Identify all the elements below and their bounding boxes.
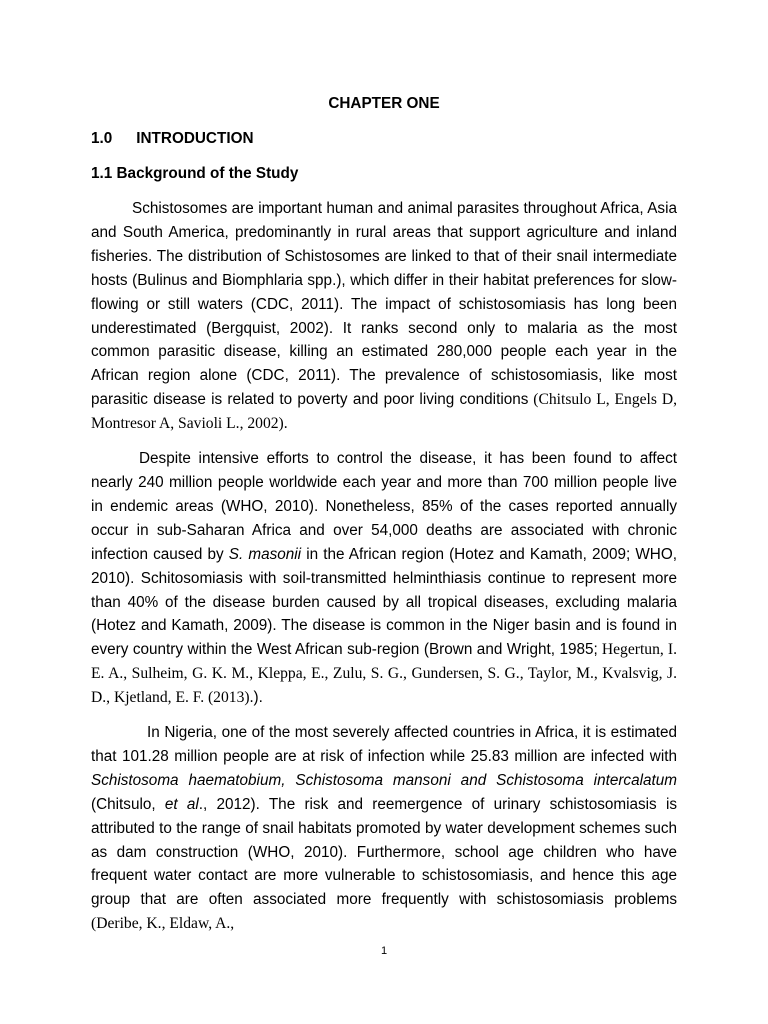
page-number: 1 [380,945,388,957]
paragraph-text: in the African region (Hotez and Kamath, 2009; WHO, 2010). Schitosomiasis with soil-transmitted helminthiasis continue to represent more than 40% of the disease burden caused by all tropical diseases, excluding malaria (Hotez and Kamath, 2009). The disease is common in the Niger basin and is found in every country within the West African sub-region (Brown and Wright, 1985; [91,545,677,659]
species-name: S. masonii [228,545,302,563]
paragraph-text: Schistosomes are important human and animal parasites throughout Africa, Asia and South America, predominantly in rural areas that support agriculture and inland fisheries. The distribution of Schistosomes are linked to that of their snail intermediate hosts (Bulinus and Biomphlaria spp.), which differ in their habitat preferences for slow-flowing or still waters (CDC, 2011). The impact of schistosomiasis has long been underestimated (Bergquist, 2002). It ranks second only to malaria as the most common parasitic disease, killing an estimated 280,000 people each year in the African region alone (CDC, 2011). The prevalence of schistosomiasis, like most parasitic disease is related to poverty and poor living conditions [91,200,677,409]
paragraph-background [91,197,677,436]
et-al: et al [164,795,199,813]
chapter-title: CHAPTER ONE [328,95,440,112]
citation: Hegertun, I. E. A., Sulheim, G. K. M., Kleppa, E., Zulu, S. G., Gundersen, S. G., Taylor, M., Kvalsvig, J. D., Kjetland, E. F. (2013). [91,641,677,707]
paragraph-nigeria [91,721,677,936]
subsection-heading: 1.1 Background of the Study [91,165,299,182]
paragraph-text: In Nigeria, one of the most severely affected countries in Africa, it is estimated that 101.28 million people are at risk of infection while 25.83 million are infected with [91,724,677,765]
citation: (Deribe, K., Eldaw, A., [91,915,235,933]
section-title: INTRODUCTION [136,130,254,147]
section-heading [91,127,677,151]
section-number: 1.0 [91,130,113,147]
citation: (Chitsulo L, Engels D, Montresor A, Savioli L., 2002). [91,391,677,433]
paragraph-text: Despite intensive efforts to control the disease, it has been found to affect nearly 240 million people worldwide each year and more than 700 million people live in endemic areas (WHO, 2010). Nonetheless, 85% of the cases reported annually occur in sub-Saharan Africa and over 54,000 deaths are associated with chronic infection caused by [91,450,677,563]
paragraph-end: ). [253,689,263,707]
paragraph-global-burden [91,447,677,710]
species-names: Schistosoma haematobium, Schistosoma mansoni and Schistosoma intercalatum [91,771,677,789]
document-page [91,92,677,947]
paragraph-text: (Chitsulo, [91,795,165,813]
paragraph-text: ., 2012). The risk and reemergence of urinary schistosomiasis is attributed to the range of snail habitats promoted by water development schemes such as dam construction (WHO, 2010). Furthermore, school age children who have frequent water contact are more vulnerable to schistosomiasis, and hence this age group that are often associated more frequently with schistosomiasis problems [91,795,677,909]
